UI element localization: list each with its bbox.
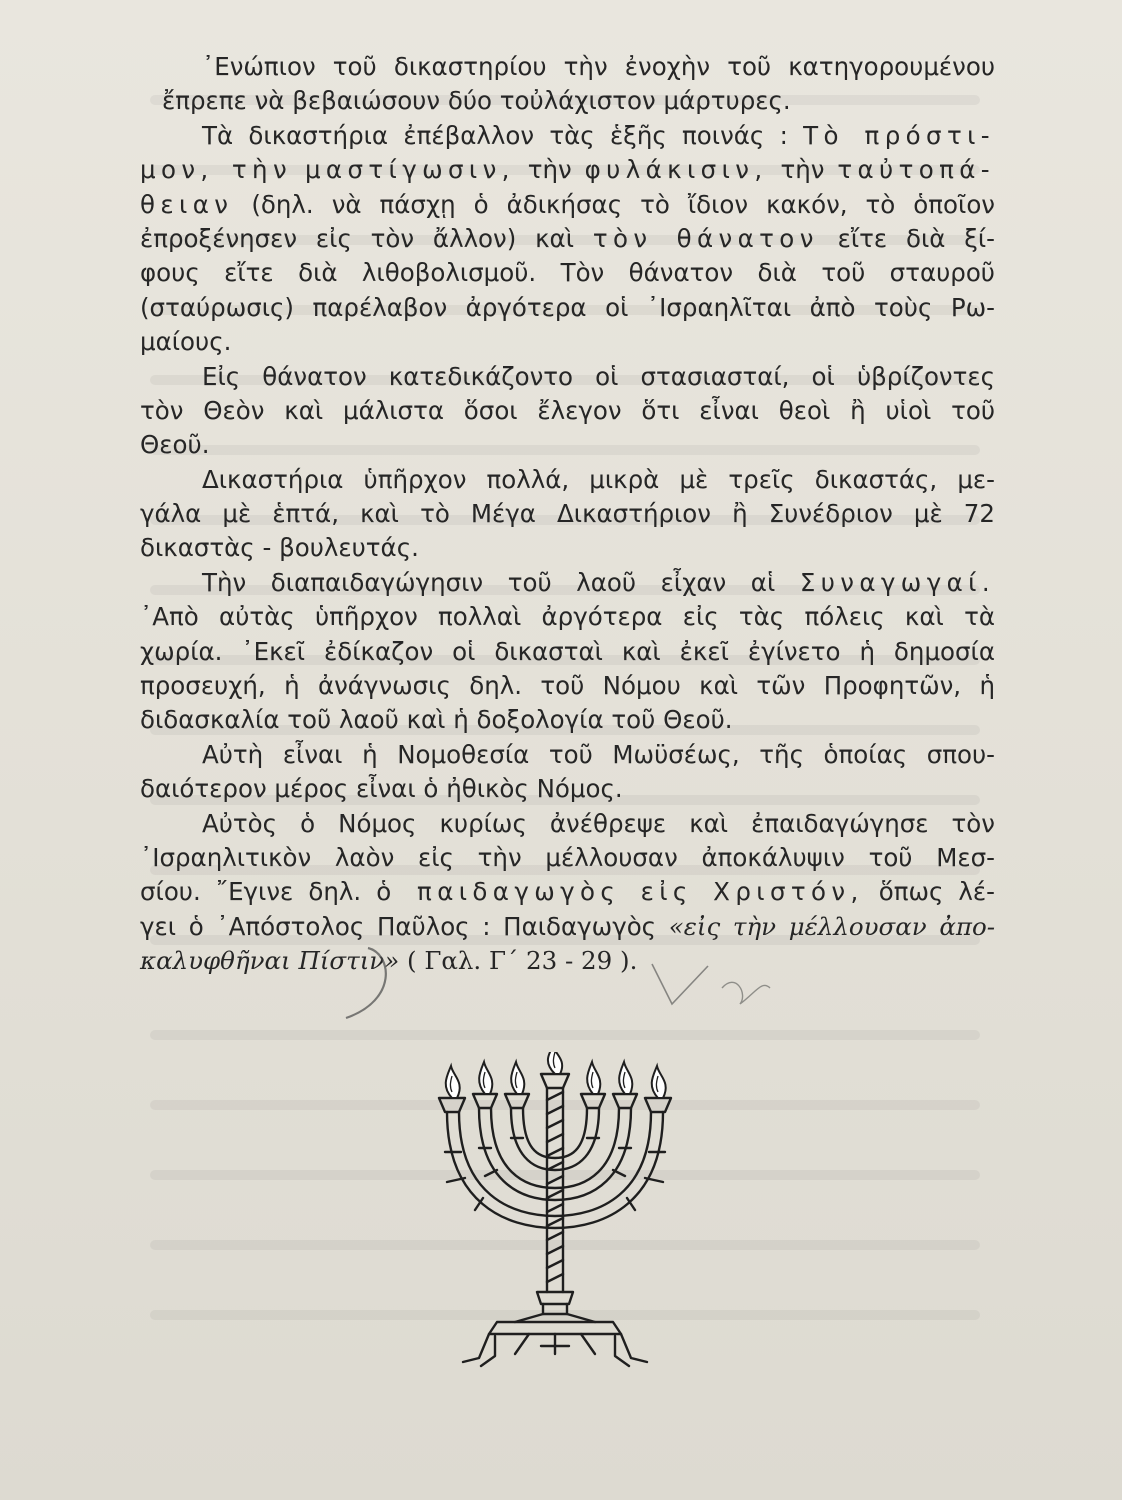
text-line: δικαστὰς - βουλευτάς.: [140, 533, 419, 563]
text-segment: τὴν: [780, 155, 825, 185]
spaced-emphasis: φυλάκισιν,: [584, 155, 768, 185]
text-line: φους εἴτε διὰ λιθοβολισμοῦ. Τὸν θάνατον διὰ τοῦ σταυροῦ: [140, 258, 995, 288]
scripture-reference: ( Γαλ. Γ΄ 23 - 29 ).: [407, 946, 638, 976]
text-line: Αὐτὴ εἶναι ἡ Νομοθεσία τοῦ Μωϋσέως, τῆς ὁποίας σπου-: [202, 739, 995, 769]
text-line: δαιότερον μέρος εἶναι ὁ ἠθικὸς Νόμος.: [140, 774, 623, 804]
spaced-emphasis: μαστίγωσιν,: [304, 155, 515, 185]
text-line: [140, 153, 995, 187]
quotation: καλυφθῆναι Πίστιν»: [140, 946, 400, 976]
spaced-emphasis: μον, τὴν: [140, 155, 293, 185]
text-line: [140, 222, 995, 256]
text-segment: (δηλ. νὰ πάσχῃ ὁ ἀδικήσας τὸ ἴδιον κακόν, τὸ ὁποῖον: [251, 189, 995, 219]
text-line: ᾿Απὸ αὐτὰς ὑπῆρχον πολλαὶ ἀργότερα εἰς τὰς πόλεις καὶ τὰ: [140, 602, 995, 632]
text-line: ᾿Ενώπιον τοῦ δικαστηρίου τὴν ἐνοχὴν τοῦ κατηγορουμένου: [202, 52, 995, 81]
text-line: [140, 566, 995, 600]
text-line: Θεοῦ.: [140, 430, 210, 460]
text-segment: Τὰ δικαστήρια ἐπέβαλλον τὰς ἑξῆς ποινάς :: [202, 120, 788, 150]
text-segment: ἐπροξένησεν εἰς τὸν ἄλλον) καὶ: [140, 223, 574, 253]
text-line: τὸν Θεὸν καὶ μάλιστα ὅσοι ἔλεγον ὅτι εἶναι θεοὶ ἢ υἱοὶ τοῦ: [140, 395, 995, 425]
menorah-icon: [425, 1052, 685, 1382]
text-line: ἔπρεπε νὰ βεβαιώσουν δύο τοὐλάχιστον μάρτυρες.: [162, 86, 791, 116]
text-segment: σίου. ῎Εγινε δηλ.: [140, 877, 362, 907]
text-segment: ὅπως λέ-: [878, 877, 995, 907]
text-line: [140, 910, 995, 944]
text-line: ᾿Ισραηλιτικὸν λαὸν εἰς τὴν μέλλουσαν ἀποκάλυψιν τοῦ Μεσ-: [140, 842, 995, 872]
text-line: γάλα μὲ ἑπτά, καὶ τὸ Μέγα Δικαστήριον ἢ Συνέδριον μὲ 72: [140, 499, 995, 529]
text-line: [140, 119, 995, 153]
text-line: Αὐτὸς ὁ Νόμος κυρίως ἀνέθρεψε καὶ ἐπαιδαγώγησε τὸν: [202, 808, 995, 838]
text-segment: Τὴν διαπαιδαγώγησιν τοῦ λαοῦ εἶχαν αἱ: [202, 567, 776, 597]
text-line: [140, 188, 995, 222]
text-line: [140, 944, 995, 978]
text-line: προσευχή, ἡ ἀνάγνωσις δηλ. τοῦ Νόμου καὶ τῶν Προφητῶν, ἡ: [140, 671, 995, 701]
text-line: χωρία. ᾿Εκεῖ ἐδίκαζον οἱ δικασταὶ καὶ ἐκεῖ ἐγίνετο ἡ δημοσία: [140, 636, 995, 666]
text-line: διδασκαλία τοῦ λαοῦ καὶ ἡ δοξολογία τοῦ Θεοῦ.: [140, 705, 733, 735]
spaced-emphasis: ταὐτοπά-: [837, 155, 996, 185]
body-text: [140, 50, 995, 979]
text-segment: τὴν: [527, 155, 572, 185]
menorah-ornament: [425, 1052, 685, 1382]
quotation: «εἰς τὴν μέλλουσαν ἀπο-: [668, 911, 996, 941]
spaced-emphasis: τὸν θάνατον: [592, 223, 819, 253]
text-segment: εἴτε διὰ ξί-: [837, 223, 996, 253]
text-line: [140, 875, 995, 909]
spaced-emphasis: θειαν: [140, 189, 234, 219]
text-line: μαίους.: [140, 327, 232, 357]
spaced-emphasis: ὁ παιδαγωγὸς εἰς Χριστόν,: [376, 877, 864, 907]
text-line: Δικαστήρια ὑπῆρχον πολλά, μικρὰ μὲ τρεῖς δικαστάς, με-: [202, 464, 995, 494]
text-segment: γει ὁ ᾿Απόστολος Παῦλος : Παιδαγωγὸς: [140, 911, 657, 941]
text-line: (σταύρωσις) παρέλαβον ἀργότερα οἱ ᾿Ισραηλῖται ἀπὸ τοὺς Ρω-: [140, 292, 995, 322]
spaced-emphasis: Συναγωγαί.: [799, 567, 995, 597]
spaced-emphasis: Τὸ πρόστι-: [803, 120, 995, 150]
text-line: Εἰς θάνατον κατεδικάζοντο οἱ στασιασταί, οἱ ὑβρίζοντες: [202, 361, 995, 391]
